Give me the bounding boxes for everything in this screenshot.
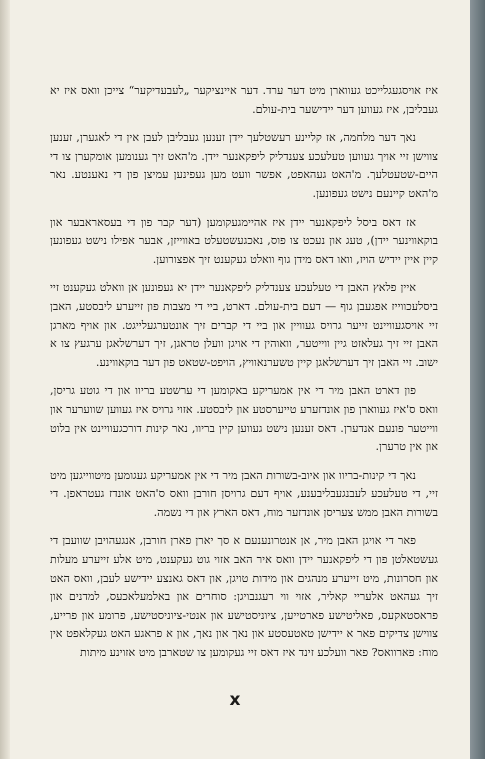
paragraph-2: נאך דער מלחמה, אז קליינע רעשטלעך יידן זענען געבליבן לעבן אין די לאגערן, זענען צווישן זיי אויך געווען טעלעכע צענדליק ליפקאנער יידן. מ'האט זיך גענומען אומקערן צו די היים-שטעטלעך. מ'האט געהאפט, אפשר וועט מען געפינען עמיצן פון די נאענטע. נאר מ'האט קיינעם נישט געפונען. — [50, 131, 438, 200]
paragraph-3: אז דאס ביסל ליפקאנער יידן איז אהיימגעקומען (דער קבר פון די בעסאראבער און בוקאווינער יידן), טעג און נעכט צו פוס, נאכגעשטעלט באווייזן, אבער אפילו נישט געפונען קיין איין יידיש הויז, וואו דאס מידן גוף וואלט געקענט זיך אפצורוען. — [50, 215, 438, 266]
paragraph-4: איין פלאץ האבן די טעלעכע צענדליק ליפקאנער יידן יא געפונען אן וואלט געקענט זיי ביסלעכווייז אפגעבן גוף — דעם בית-עולם. דארט, ביי די מצבות פון זייערע ליבסטע, האבן זיי אויסגעוויינט זייער גרויס געוויין און ביי די קברים זיך אונטערגעלייגט. און אויף מארגן האבן זיי זיך געלאזט גיין ווייטער, וואוהין די אויגן וועלן טראגן, זיך דערשלאגן ערגעץ צו א ישוב. זיי האבן זיך דערשלאגן קיין טשערנאוויץ, הויפט-שטאט פון דער בוקאווינע. — [50, 281, 438, 369]
background-edge — [470, 0, 485, 759]
paragraph-5: פון דארט האבן מיר די אין אמעריקע באקומען די ערשטע בריוו און די גוטע גריסן, וואס ס'איז געווארן פון אונדזערע טייערסטע און ליבסטע. אזוי גרויס איז געווען שווערער און ווייטער פונעם אנדערן. דאס זענען נישט געווען קיין בריוו, נאר קינות דורכגעוויינט אין בלוט און אין טרערן. — [50, 384, 438, 454]
page-gutter — [0, 0, 10, 759]
page-number: x — [229, 690, 241, 710]
paragraph-7: פאר די אויגן האבן מיר, אן אנטרונענעם א סך יארן פארן חורבן, אנגעהויבן שוועבן די געשטאלטן פון די ליפקאנער יידן וואס איר האב אזוי גוט געקענט, מיט אלע זייערע מעלות און חסרונות, מיט זייערע מנהגים און מידות טויגן, און דאס גאנצע יידישע לעבן, וואס האט זיך געהאט אלעריי קאליר, אזוי ווי רעגנבויגן: סוחרים און באלמעלאכעס, למדנים און פראסטאקעס, פאליטישע פארטייען, ציוניסטישע און אנטי-ציוניסטישע, פרומע און פרייע, צווישן צדיקים פאר א יידישן טאטעסטע און נאך און נאך, און א פראגע האט געקלאפט אין מוח: פארוואס? פאר וועלכע זינד איז דאס זיי געקומען צו שטארבן מיט אזוינע מיתות — [50, 534, 438, 660]
paragraph-6: נאך די קינות-בריוו און איוב-בשורות האבן מיר די אין אמעריקע געגומען מיטווייגען מיט זיי, די טעלעכע לעבנגעבליבענע, אויף דעם גרויסן חורבן וואס ס'האט אונדז געטראפן. די בשורות האבן ממש צעריסן אונדזער מוח, דאס הארץ און די נשמה. — [50, 468, 438, 519]
text-block — [50, 82, 438, 673]
paragraph-1: איז אויסגעגלייכט געווארן מיט דער ערד. דער איינציקער „לעבעדיקער“ צייכן וואס איז יא געבליבן, איז געווען דער יידישער בית-עולם. — [50, 84, 438, 116]
